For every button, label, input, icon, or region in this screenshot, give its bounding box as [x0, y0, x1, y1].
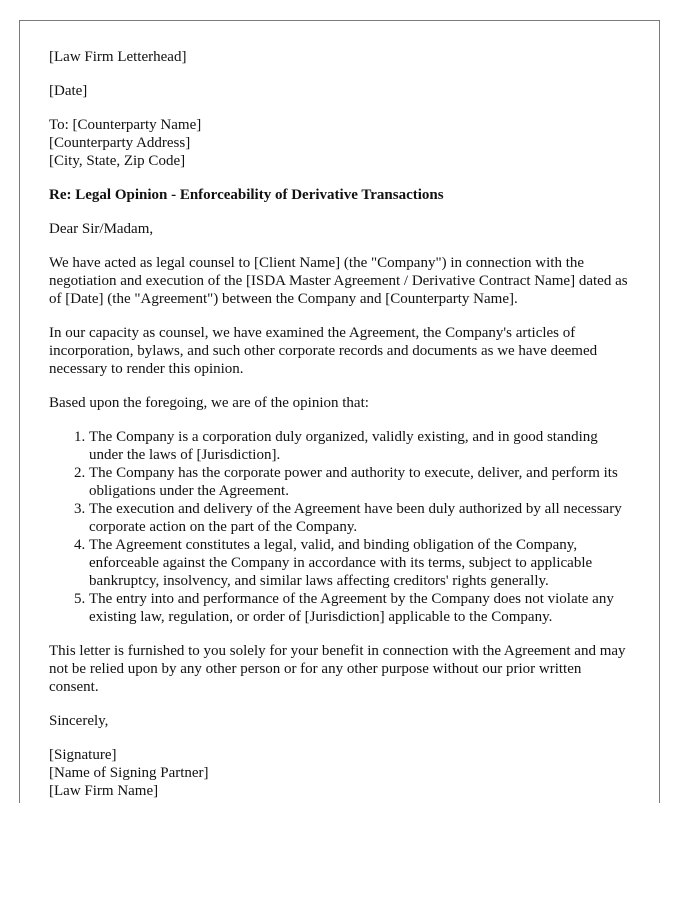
opinion-item: 2. The Company has the corporate power and authority to execute, deliver, and perform its obligations under the Agreement.	[89, 464, 631, 500]
recipient-address	[49, 116, 631, 170]
opinions-list	[49, 428, 631, 626]
letterhead: [Law Firm Letterhead]	[49, 49, 187, 65]
capacity-paragraph: In our capacity as counsel, we have examined the Agreement, the Company's articles of incorporation, bylaws, and such other corporate records and documents as we have deemed necessary to render this opinion.	[49, 325, 598, 377]
based-upon-paragraph: Based upon the foregoing, we are of the opinion that:	[49, 395, 369, 411]
opinion-item: 3. The execution and delivery of the Agreement have been duly authorized by all necessary corporate action on the part of the Company.	[89, 500, 631, 536]
intro-paragraph: We have acted as legal counsel to [Client Name] (the "Company") in connection with the negotiation and execution of the [ISDA Master Agreement / Derivative Contract Name] dated as of [Date] (the "Agreement") between the Company and [Counterparty Name].	[49, 255, 628, 307]
firm-name: [Law Firm Name]	[49, 783, 159, 799]
opinion-item: 5. The entry into and performance of the Agreement by the Company does not violate any existing law, regulation, or order of [Jurisdiction] applicable to the Company.	[89, 590, 631, 626]
opinion-item: 4. The Agreement constitutes a legal, valid, and binding obligation of the Company, enforceable against the Company in accordance with its terms, subject to applicable bankruptcy, insolvency, and similar laws affecting creditors' rights generally.	[89, 536, 631, 590]
recipient-street: [Counterparty Address]	[49, 135, 191, 151]
opinion-item: 1. The Company is a corporation duly organized, validly existing, and in good standing under the laws of [Jurisdiction].	[89, 428, 631, 464]
subject-line: Re: Legal Opinion - Enforceability of Derivative Transactions	[49, 187, 444, 203]
letter-date: [Date]	[49, 83, 88, 99]
salutation: Dear Sir/Madam,	[49, 221, 154, 237]
recipient-city: [City, State, Zip Code]	[49, 153, 186, 169]
recipient-name: To: [Counterparty Name]	[49, 117, 202, 133]
reliance-paragraph: This letter is furnished to you solely for your benefit in connection with the Agreement and may not be relied upon by any other person or for any other purpose without our prior written consent.	[49, 643, 626, 695]
signature: [Signature]	[49, 747, 117, 763]
signer-name: [Name of Signing Partner]	[49, 765, 209, 781]
letter-page	[19, 20, 660, 803]
signature-block	[49, 746, 631, 800]
valediction: Sincerely,	[49, 713, 109, 729]
